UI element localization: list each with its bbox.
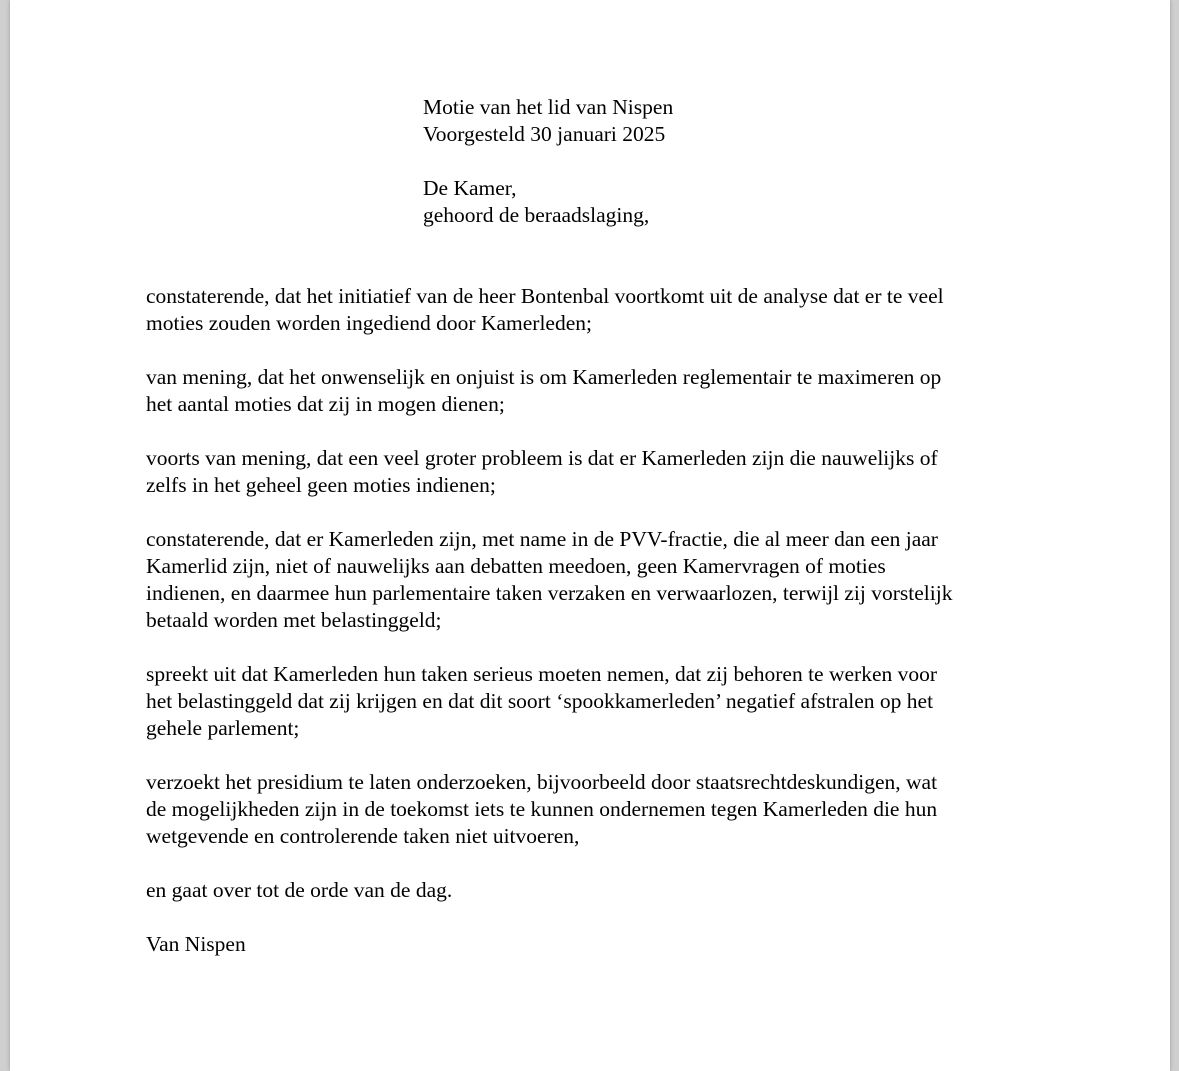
paragraph-line: en gaat over tot de orde van de dag. [146,878,453,902]
motion-title: Motie van het lid van Nispen [423,95,674,119]
paragraph-voorts-van-mening [146,445,1046,499]
paragraph-line: indienen, en daarmee hun parlementaire taken verzaken en verwaarlozen, terwijl zij vorstelijk [146,581,953,605]
motion-header [423,94,673,229]
header-spacer [423,148,673,175]
paragraph-constaterende-2 [146,526,1046,634]
paragraph-line: voorts van mening, dat een veel groter probleem is dat er Kamerleden zijn die nauwelijks of [146,446,938,470]
signature [146,931,1046,958]
paragraph-spreekt-uit [146,661,1046,742]
paragraph-line: constaterende, dat het initiatief van de heer Bontenbal voortkomt uit de analyse dat er te veel [146,284,944,308]
paragraph-closing [146,877,1046,904]
paragraph-van-mening [146,364,1046,418]
paragraph-line: gehele parlement; [146,716,300,740]
paragraph-line: het aantal moties dat zij in mogen dienen; [146,392,505,416]
paragraph-line: Kamerlid zijn, niet of nauwelijks aan debatten meedoen, geen Kamervragen of moties [146,554,886,578]
paragraph-line: zelfs in het geheel geen moties indienen; [146,473,496,497]
paragraph-line: constaterende, dat er Kamerleden zijn, met name in de PVV-fractie, die al meer dan een jaar [146,527,938,551]
document-page [10,0,1170,1071]
paragraph-line: verzoekt het presidium te laten onderzoeken, bijvoorbeeld door staatsrechtdeskundigen, wat [146,770,938,794]
motion-date: Voorgesteld 30 januari 2025 [423,122,666,146]
paragraph-line: moties zouden worden ingediend door Kamerleden; [146,311,592,335]
paragraph-verzoekt [146,769,1046,850]
paragraph-line: van mening, dat het onwenselijk en onjuist is om Kamerleden reglementair te maximeren op [146,365,942,389]
paragraph-constaterende-1 [146,283,1046,337]
motion-body [146,283,1046,985]
paragraph-line: spreekt uit dat Kamerleden hun taken serieus moeten nemen, dat zij behoren te werken voor [146,662,938,686]
paragraph-line: wetgevende en controlerende taken niet uitvoeren, [146,824,580,848]
signature-name: Van Nispen [146,932,246,956]
paragraph-line: betaald worden met belastinggeld; [146,608,442,632]
paragraph-line: de mogelijkheden zijn in de toekomst iets te kunnen ondernemen tegen Kamerleden die hun [146,797,938,821]
paragraph-line: het belastinggeld dat zij krijgen en dat dit soort ‘spookkamerleden’ negatief afstralen op het [146,689,934,713]
motion-addressee: De Kamer, [423,176,517,200]
motion-preamble: gehoord de beraadslaging, [423,203,650,227]
